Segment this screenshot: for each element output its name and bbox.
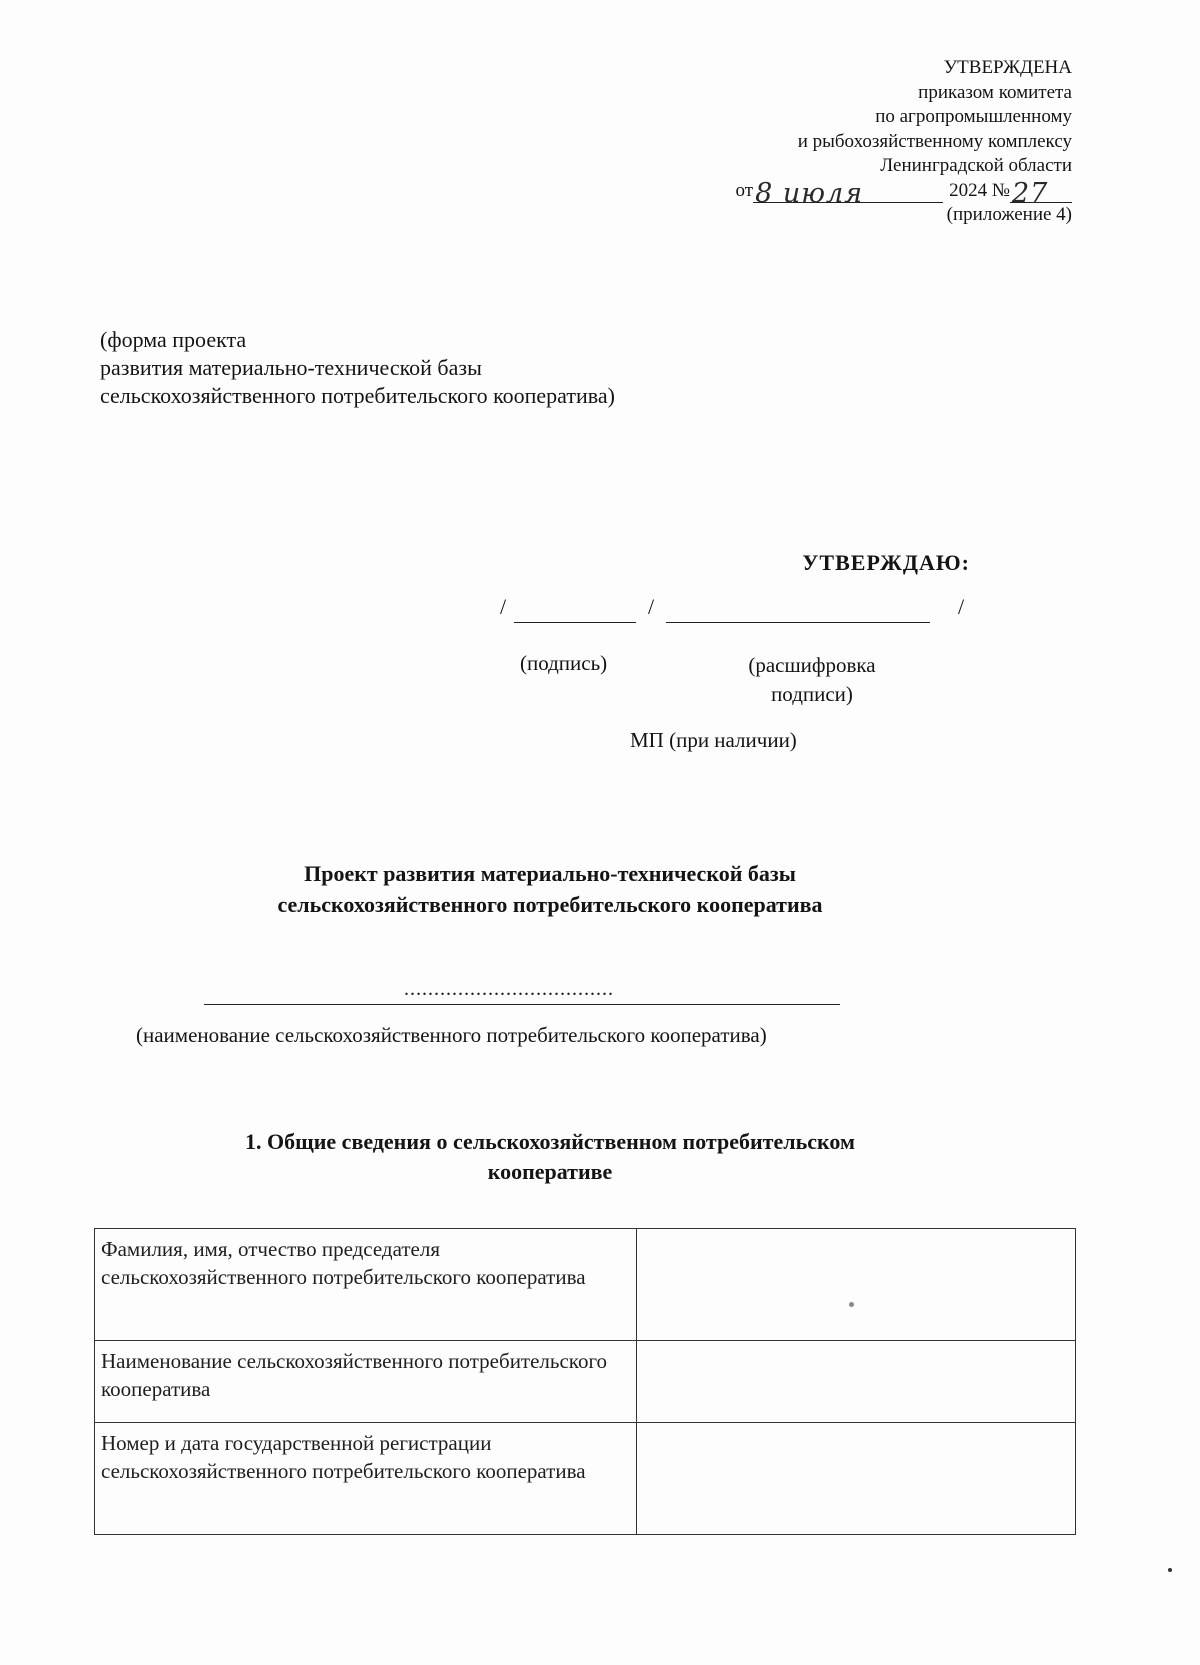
cooperative-name-line (204, 1004, 840, 1005)
scan-speck (1168, 1568, 1172, 1572)
project-title-line: сельскохозяйственного потребительского кооператива (277, 892, 823, 917)
approve-heading: УТВЕРЖДАЮ: (802, 550, 970, 575)
approval-line: и рыбохозяйственному комплексу (797, 130, 1072, 152)
form-note-line: сельскохозяйственного потребительского кооператива) (100, 383, 615, 408)
appendix-label: (приложение 4) (946, 204, 1072, 225)
table-row (95, 1229, 1076, 1341)
approval-date-line (612, 177, 1072, 209)
approval-line: Ленинградской области (880, 155, 1072, 176)
table-value-cell[interactable] (636, 1229, 1075, 1341)
stamp-caption: МП (при наличии) (630, 728, 797, 752)
date-field (753, 177, 943, 209)
section-title (140, 1127, 960, 1187)
form-note-line: (форма проекта (100, 327, 247, 352)
handwritten-number: 27 (1012, 177, 1049, 209)
signature-slash: / (500, 594, 507, 619)
signature-line (514, 622, 636, 623)
table-value-cell[interactable] (636, 1341, 1075, 1423)
table-label-cell: Номер и дата государственной регистрации сельскохозяйственного потребительского кооператива (95, 1423, 637, 1535)
approval-stamp-block (612, 56, 1072, 228)
section-title-line: кооперативе (487, 1159, 613, 1184)
signature-decoding-line (666, 622, 930, 623)
date-prefix: от (735, 179, 754, 201)
approval-line: приказом комитета (918, 81, 1072, 103)
cooperative-name-caption: (наименование сельскохозяйственного потребительского кооператива) (136, 1023, 767, 1047)
table-value-cell[interactable] (636, 1423, 1075, 1535)
project-title (160, 858, 940, 920)
approval-line: по агропромышленному (875, 106, 1072, 127)
handwritten-date: 8 июля (755, 177, 864, 209)
section-title-line: 1. Общие сведения о сельскохозяйственном потребительском (245, 1129, 855, 1154)
form-note-line: развития материально-технической базы (100, 355, 482, 380)
signature-row (500, 590, 980, 630)
scan-speck (849, 1302, 854, 1307)
signature-slash: / (958, 594, 965, 619)
signature-caption: (подпись) (520, 651, 608, 675)
order-number-field (1010, 177, 1072, 209)
table-label-cell: Фамилия, имя, отчество председателя сельскохозяйственного потребительского кооператива (95, 1229, 637, 1341)
signature-decoding-caption: (расшифровка подписи) (748, 653, 876, 706)
cooperative-name-placeholder: ................................... (404, 978, 614, 1000)
year-number-label: 2024 № (949, 179, 1010, 201)
table-row (95, 1341, 1076, 1423)
table-row (95, 1423, 1076, 1535)
general-info-table (94, 1228, 1076, 1535)
table-label-cell: Наименование сельскохозяйственного потребительского кооператива (95, 1341, 637, 1423)
approval-line: УТВЕРЖДЕНА (943, 57, 1072, 78)
project-title-line: Проект развития материально-технической базы (304, 861, 796, 886)
form-note (100, 326, 615, 410)
signature-slash: / (648, 594, 655, 619)
